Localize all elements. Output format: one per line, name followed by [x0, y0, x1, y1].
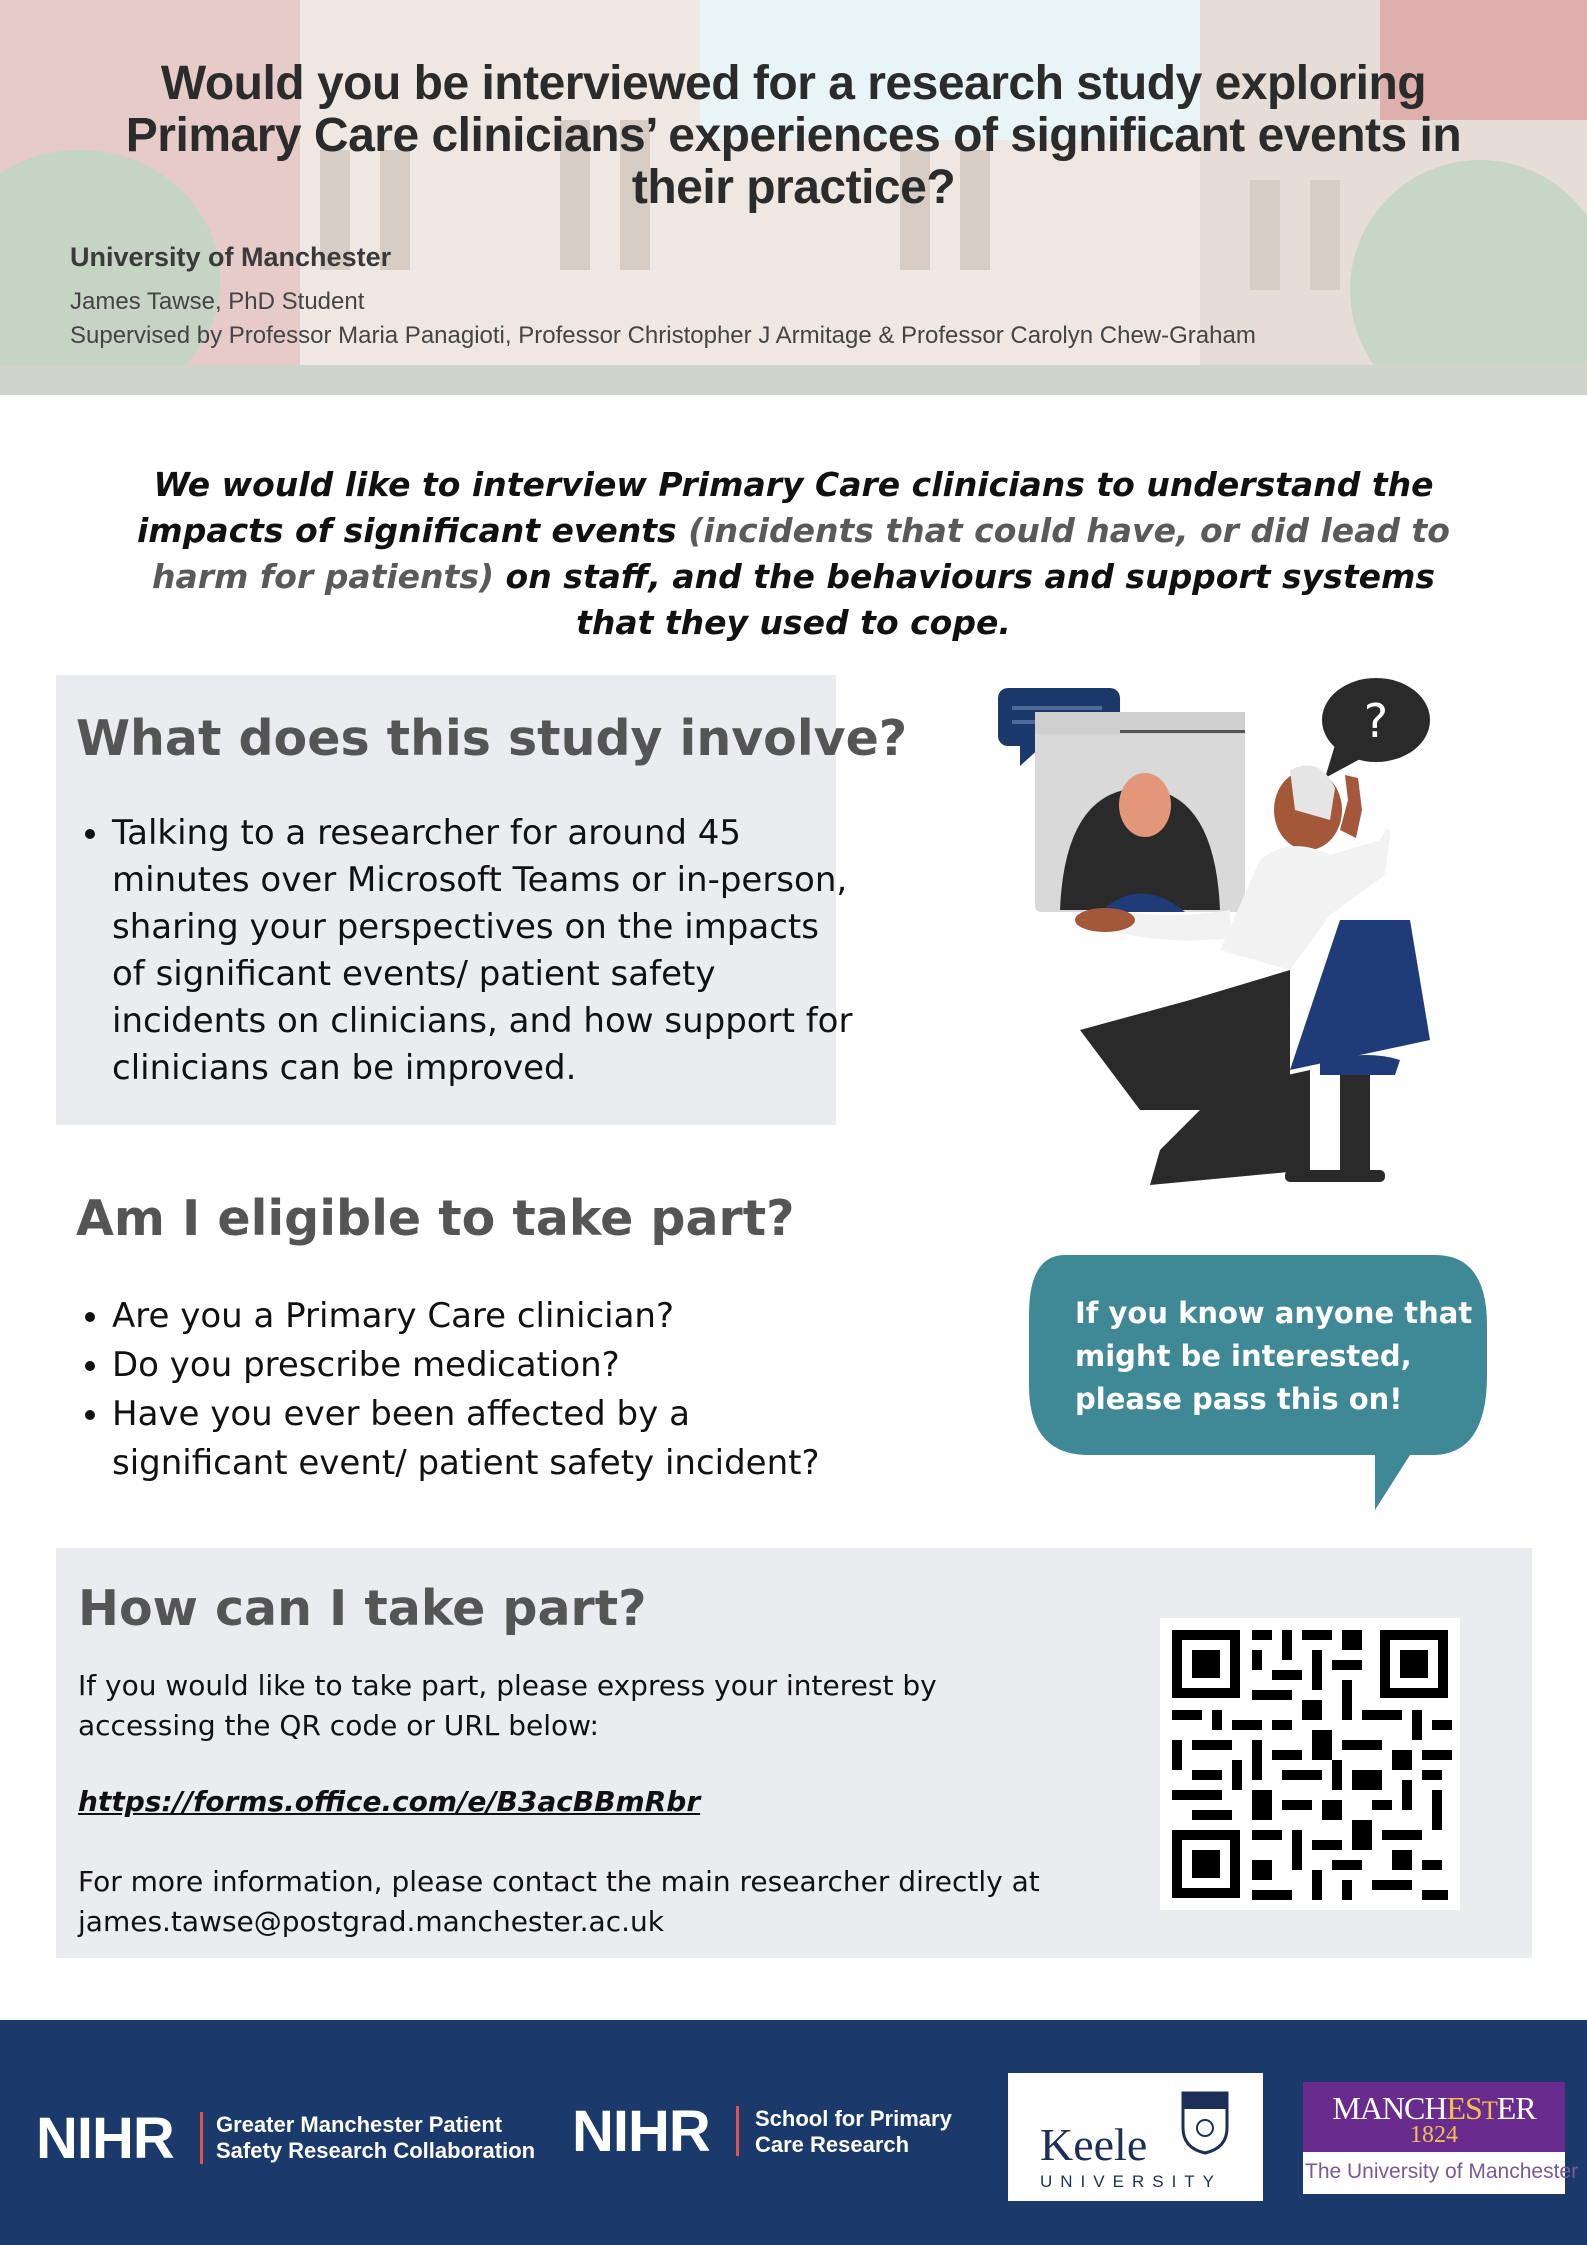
nihr-wordmark: NIHR [572, 2099, 710, 2164]
eligible-list [76, 1292, 872, 1488]
title-line: their practice? [631, 161, 956, 214]
contact-email[interactable]: james.tawse@postgrad.manchester.ac.uk [78, 1905, 664, 1938]
list-item: • Do you prescribe medication? [112, 1341, 872, 1390]
intro-part: on staff, and the behaviours and support systems that they used to cope. [494, 557, 1435, 642]
manchester-wordmark: MANCHESTER [1332, 2090, 1536, 2126]
manchester-year: 1824 [1410, 2122, 1458, 2148]
question-bubble-icon [1322, 678, 1430, 778]
bubble-text: If you know anyone that might be interested, please pass this on! [1075, 1296, 1473, 1416]
list-item: • Have you ever been affected by a significant event/ patient safety incident? [112, 1390, 872, 1488]
page-title [60, 58, 1527, 214]
nihr-wordmark: NIHR [36, 2106, 174, 2171]
eligible-heading: Am I eligible to take part? [76, 1190, 795, 1247]
intro-statement [110, 462, 1477, 646]
involve-heading: What does this study involve? [76, 710, 908, 767]
university-name: University of Manchester [70, 242, 392, 272]
video-screen-icon [1035, 712, 1245, 912]
logo-divider [736, 2106, 739, 2156]
list-item: • Talking to a researcher for around 45 minutes over Microsoft Teams or in-person, sharing your perspectives on the impacts of significant events/ patient safety incidents on clinicians, and how support for clinicians can be improved. [112, 810, 857, 1092]
supervisors-line: Supervised by Professor Maria Panagioti, Professor Christopher J Armitage & Professor Carolyn Chew-Graham [70, 322, 1256, 349]
logo-subtitle: School for Primary Care Research [755, 2106, 952, 2157]
manchester-subtitle: The University of Manchester [1305, 2160, 1579, 2183]
involve-list [76, 810, 857, 1092]
signup-link[interactable]: https://forms.office.com/e/B3acBBmRbr [78, 1785, 701, 1818]
logo-subtitle: Greater Manchester Patient Safety Research Collaboration [216, 2112, 536, 2163]
svg-text:?: ? [1363, 694, 1389, 748]
keele-wordmark: Keele [1040, 2119, 1148, 2170]
take-part-instructions: If you would like to take part, please express your interest by accessing the QR code or URL below: [78, 1669, 937, 1742]
take-part-heading: How can I take part? [78, 1580, 647, 1637]
video-call-illustration [990, 670, 1490, 1190]
keele-crest-icon [1180, 2090, 1230, 2156]
title-line: Primary Care clinicians’ experiences of significant events in [125, 109, 1462, 162]
logo-divider [200, 2112, 203, 2164]
author-line: James Tawse, PhD Student [70, 288, 365, 315]
intro-part: We would like to interview Primary Care clinicians to understand the impacts of significant events [137, 465, 1434, 550]
keele-subtitle: UNIVERSITY [1040, 2172, 1223, 2191]
list-item: • Are you a Primary Care clinician? [112, 1292, 872, 1341]
title-line: Would you be interviewed for a research study exploring [160, 57, 1427, 110]
intro-definition: (incidents that could have, or did lead to harm for patients) [152, 511, 1450, 596]
qr-code[interactable] [1160, 1618, 1460, 1910]
contact-line: For more information, please contact the main researcher directly at [78, 1865, 1040, 1898]
